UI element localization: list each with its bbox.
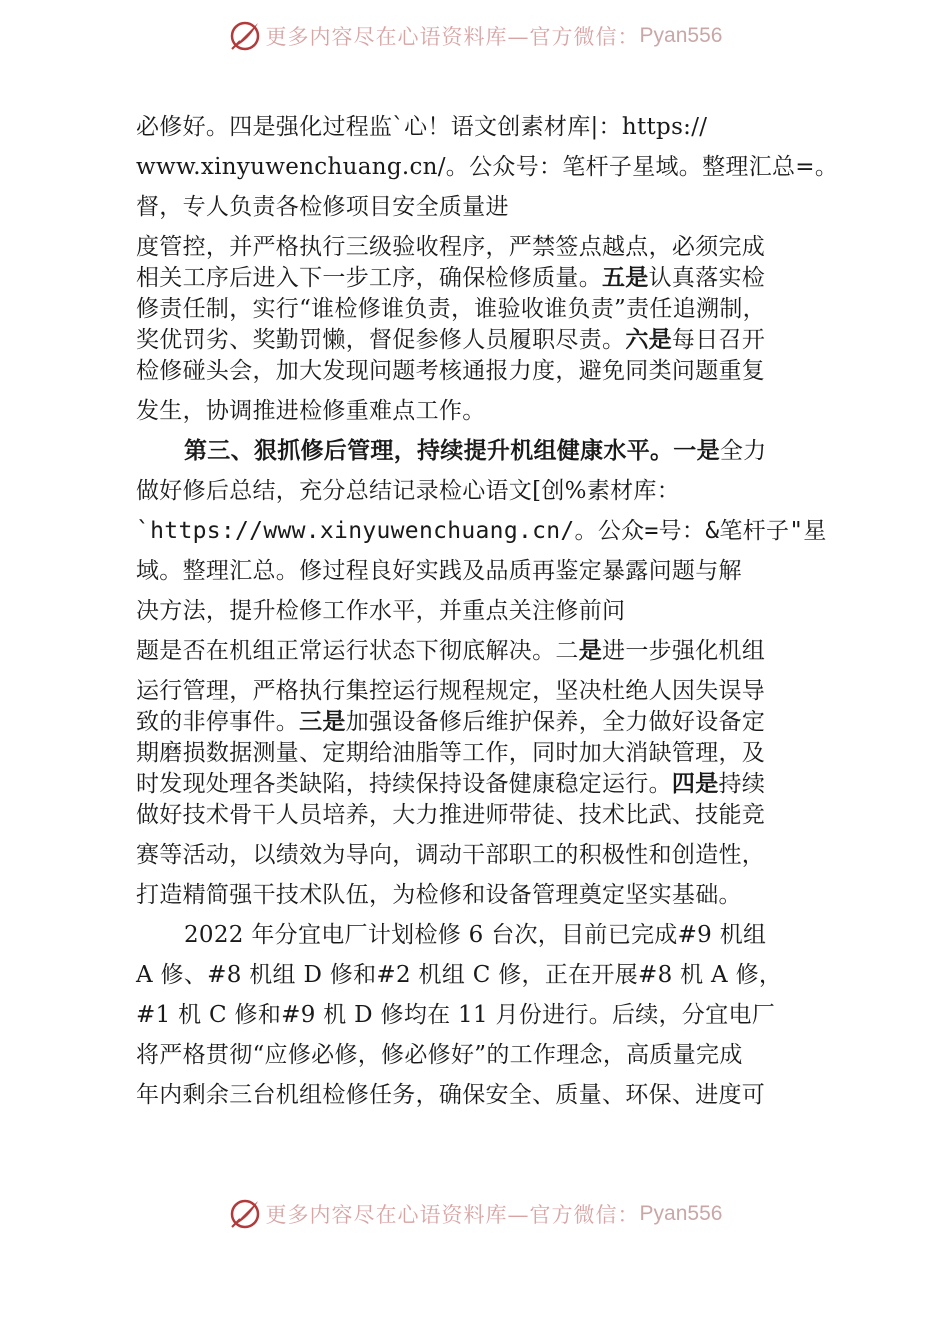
text-line: 督，专人负责各检修项目安全质量进 <box>136 194 509 220</box>
text-line: 做好修后总结，充分总结记录检心语文[创%素材库： <box>136 478 681 504</box>
text-line: 修责任制，实行“谁检修谁负责，谁验收谁负责”责任追溯制， <box>136 296 766 322</box>
text-line: 发生，协调推进检修重难点工作。 <box>136 398 486 424</box>
feather-logo-icon <box>228 1197 262 1231</box>
feather-logo-icon <box>228 19 262 53</box>
text-line: 打造精简强干技术队伍，为检修和设备管理奠定坚实基础。 <box>136 882 742 908</box>
banner-wechat-id: Pyan556 <box>639 24 723 47</box>
text-line: #1 机 C 修和#9 机 D 修均在 11 月份进行。后续，分宜电厂 <box>136 1002 776 1028</box>
header-watermark-banner <box>0 14 950 58</box>
document-body <box>136 112 839 1111</box>
text-line: `https://www.xinyuwenchuang.cn/。公众=号：&笔杆子"星 <box>136 518 827 544</box>
text-line: A 修、#8 机组 D 修和#2 机组 C 修，正在开展#8 机 A 修， <box>136 962 783 988</box>
text-line: 时发现处理各类缺陷，持续保持设备健康稳定运行。四是持续 <box>136 771 766 797</box>
bold-marker: 三是 <box>299 709 346 735</box>
text-line: 赛等活动，以绩效为导向，调动干部职工的积极性和创造性， <box>136 842 766 868</box>
banner-text: 更多内容尽在心语资料库—官方微信： <box>265 25 640 49</box>
section-heading: 第三、狠抓修后管理，持续提升机组健康水平。一是 <box>184 438 720 464</box>
text-line: 将严格贯彻“应修必修，修必修好”的工作理念，高质量完成 <box>136 1042 743 1068</box>
text-line: 题是否在机组正常运行状态下彻底解决。二是进一步强化机组 <box>136 638 766 664</box>
text-line: 相关工序后进入下一步工序，确保检修质量。五是认真落实检 <box>136 265 766 291</box>
footer-watermark-banner <box>0 1192 950 1236</box>
text-line: 检修碰头会，加大发现问题考核通报力度，避免同类问题重复 <box>136 358 766 384</box>
text-line: 做好技术骨干人员培养，大力推进师带徒、技术比武、技能竞 <box>136 802 766 828</box>
text-line: 致的非停事件。三是加强设备修后维护保养，全力做好设备定 <box>136 709 766 735</box>
text-line: 奖优罚劣、奖勤罚懒，督促参修人员履职尽责。六是每日召开 <box>136 327 766 353</box>
text-line: 年内剩余三台机组检修任务，确保安全、质量、环保、进度可 <box>136 1082 766 1108</box>
banner-text: 更多内容尽在心语资料库—官方微信： <box>265 1203 640 1227</box>
text-line: 度管控，并严格执行三级验收程序，严禁签点越点，必须完成 <box>136 234 766 260</box>
text-line: 必修好。四是强化过程监`心！语文创素材库|：https:// <box>136 114 708 140</box>
bold-marker: 六是 <box>625 327 672 353</box>
banner-wechat-id: Pyan556 <box>639 1202 723 1225</box>
bold-marker: 五是 <box>602 265 649 291</box>
section-heading-line: 第三、狠抓修后管理，持续提升机组健康水平。一是全力 <box>184 438 767 464</box>
text-line: 期磨损数据测量、定期给油脂等工作，同时加大消缺管理，及 <box>136 740 766 766</box>
bold-marker: 是 <box>578 638 603 664</box>
text-line: 决方法，提升检修工作水平，并重点关注修前问 <box>136 598 626 624</box>
text-line: 域。整理汇总。修过程良好实践及品质再鉴定暴露问题与解 <box>136 558 742 584</box>
text-line: 2022 年分宜电厂计划检修 6 台次，目前已完成#9 机组 <box>184 922 767 948</box>
text-line: www.xinyuwenchuang.cn/。公众号：笔杆子星域。整理汇总=。 <box>136 154 839 180</box>
bold-marker: 四是 <box>671 771 719 797</box>
text-line: 运行管理，严格执行集控运行规程规定，坚决杜绝人因失误导 <box>136 678 766 704</box>
